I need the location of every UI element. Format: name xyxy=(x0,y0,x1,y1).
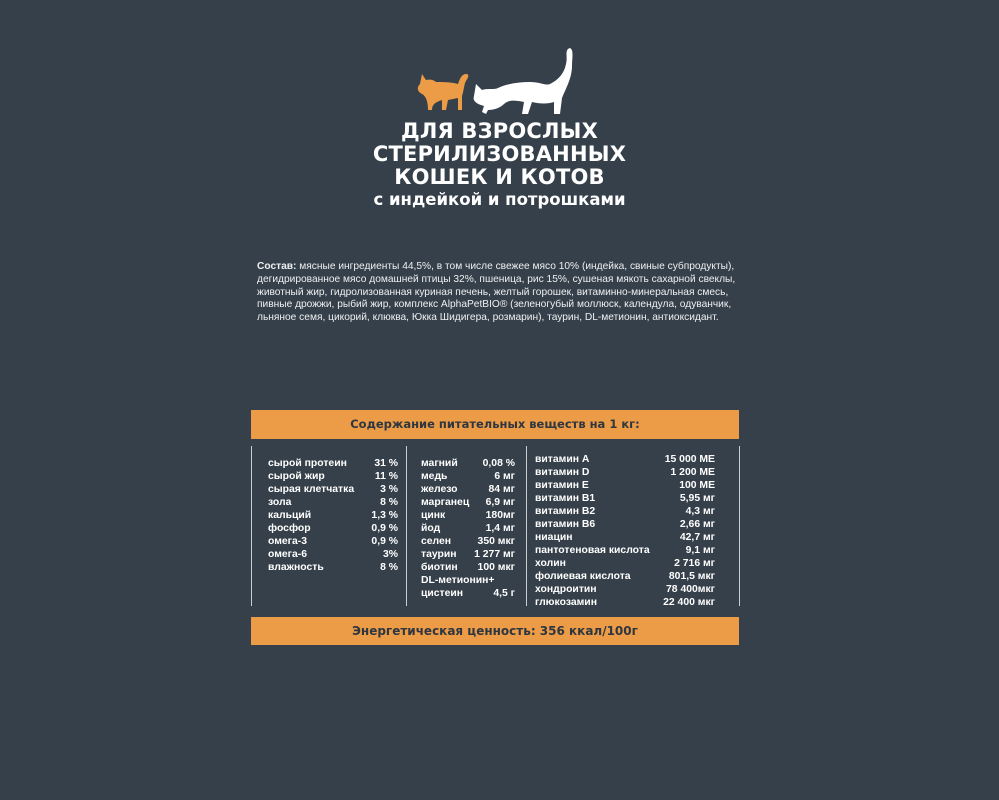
nutrient-row: витамин В6 2,66 мг xyxy=(535,519,715,530)
nutrient-row: зола 8 % xyxy=(268,497,398,508)
composition-body: мясные ингредиенты 44,5%, в том числе свежее мясо 10% (индейка, свиные субпродукты), дегидрированное мясо домашней птицы 32%, пшеница, рис 15%, сушеная мякоть сахарной свеклы, животный жир, гидролизованная куриная печень, желтый горошек, витаминно-минеральная смесь, пивные дрожжи, рыбий жир, комплекс AlphaPetBIO® (зеленогубый моллюск, календула, одуванчик, льняное семя, цикорий, клюква, Юкка Шидигера, розмарин), таурин, DL-метионин, антиоксидант. xyxy=(257,261,736,324)
nutrient-row: фосфор 0,9 % xyxy=(268,523,398,534)
nutrient-row: ниацин 42,7 мг xyxy=(535,532,715,543)
composition-text xyxy=(257,261,757,325)
nutrient-row: холин 2 716 мг xyxy=(535,558,715,569)
nutrient-row: витамин А 15 000 МЕ xyxy=(535,454,715,465)
headline-line-1: ДЛЯ ВЗРОСЛЫХ xyxy=(401,119,598,143)
divider-left xyxy=(251,446,252,606)
nutrient-row: омега-6 3% xyxy=(268,549,398,560)
nutrient-row: хондроитин 78 400мкг xyxy=(535,584,715,595)
nutrient-row: сырой жир 11 % xyxy=(268,471,398,482)
nutrient-row: витамин Е 100 МЕ xyxy=(535,480,715,491)
nutrient-row: марганец 6,9 мг xyxy=(421,497,515,508)
nutrient-row: цистеин 4,5 г xyxy=(421,588,515,599)
nutrient-row: кальций 1,3 % xyxy=(268,510,398,521)
nutrient-row: сырая клетчатка 3 % xyxy=(268,484,398,495)
nutrient-row: омега-3 0,9 % xyxy=(268,536,398,547)
nutrient-row: цинк 180мг xyxy=(421,510,515,521)
composition-label: Состав: xyxy=(257,261,297,272)
headline-line-2: СТЕРИЛИЗОВАННЫХ xyxy=(372,142,627,166)
nutrient-row: пантотеновая кислота 9,1 мг xyxy=(535,545,715,556)
nutrient-row: влажность 8 % xyxy=(268,562,398,573)
cat-icon xyxy=(474,48,573,114)
headline-subtitle: с индейкой и потрошками xyxy=(373,190,626,209)
divider-mid-1 xyxy=(406,446,407,606)
nutrient-row: сырой протеин 31 % xyxy=(268,458,398,469)
nutrients-title-bar: Содержание питательных веществ на 1 кг: xyxy=(251,410,739,439)
nutrient-row: железо 84 мг xyxy=(421,484,515,495)
kitten-icon xyxy=(418,74,468,110)
nutrient-row: DL-метионин+ xyxy=(421,575,495,586)
nutrient-row: глюкозамин 22 400 мкг xyxy=(535,597,715,608)
nutrient-row: селен 350 мкг xyxy=(421,536,515,547)
divider-mid-2 xyxy=(526,446,527,606)
nutrients-column-1 xyxy=(268,457,398,574)
nutrient-row: витамин В2 4,3 мг xyxy=(535,506,715,517)
nutrient-row: витамин В1 5,95 мг xyxy=(535,493,715,504)
nutrient-row: витамин D 1 200 МЕ xyxy=(535,467,715,478)
headline-line-3: КОШЕК И КОТОВ xyxy=(394,165,605,189)
cats-logo xyxy=(412,44,582,116)
nutrient-row: фолиевая кислота 801,5 мкг xyxy=(535,571,715,582)
nutrient-row: йод 1,4 мг xyxy=(421,523,515,534)
divider-right xyxy=(739,446,740,606)
nutrient-row: медь 6 мг xyxy=(421,471,515,482)
nutrient-row: магний 0,08 % xyxy=(421,458,515,469)
nutrients-column-2 xyxy=(421,457,515,600)
headline xyxy=(0,120,999,210)
nutrient-row: таурин 1 277 мг xyxy=(421,549,515,560)
nutrient-row: биотин 100 мкг xyxy=(421,562,515,573)
energy-value-bar: Энергетическая ценность: 356 ккал/100г xyxy=(251,617,739,645)
nutrients-column-3 xyxy=(535,453,715,609)
